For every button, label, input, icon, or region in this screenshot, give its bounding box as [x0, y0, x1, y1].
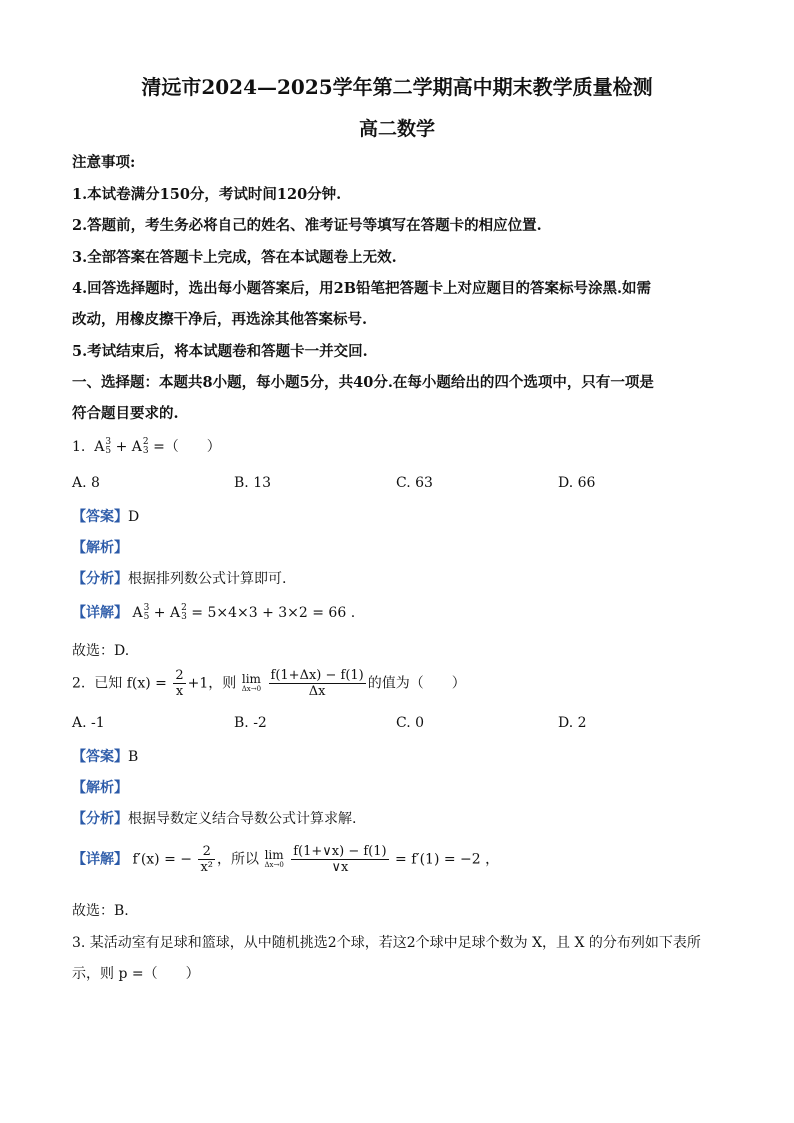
note-4-cont: 改动，用橡皮擦干净后，再选涂其他答案标号.	[72, 311, 368, 328]
section-heading: 一、选择题：本题共8小题，每小题5分，共40分.在每小题给出的四个选项中，只有一项是	[72, 374, 654, 391]
section-heading-cont: 符合题目要求的.	[72, 405, 179, 422]
q1-choice: 故选：D.	[72, 643, 130, 659]
q2-option-a: A. -1	[72, 715, 105, 731]
q1-detail: 【详解】 A 3 5 + A 2 3 = 5×4×3 + 3×2 = 66 .	[72, 603, 356, 622]
question-2: 2. 已知 f(x) = $\frac{2}{x}$ +1，则 lim Δx→0 $\frac{f(1+\Delta x) - f(1)}{\Delta x}$ 的值为（ ）	[72, 668, 466, 699]
note-4: 4.回答选择题时，选出每小题答案后，用2B铅笔把答题卡上对应题目的答案标号涂黑.如需	[72, 280, 652, 297]
note-5: 5.考试结束后，将本试题卷和答题卡一并交回.	[72, 343, 368, 360]
q2-fenxi: 【分析】根据导数定义结合导数公式计算求解.	[72, 811, 357, 827]
perm-symbol: A	[131, 439, 142, 455]
question-3-cont: 示，则 p =（ ）	[72, 966, 200, 982]
q2-answer: 【答案】B	[72, 749, 139, 765]
q1-fenxi: 【分析】根据排列数公式计算即可.	[72, 571, 287, 587]
note-2: 2.答题前，考生务必将自己的姓名、准考证号等填写在答题卡的相应位置.	[72, 217, 542, 234]
note-3: 3.全部答案在答题卡上完成，答在本试题卷上无效.	[72, 249, 397, 266]
q2-option-c: C. 0	[396, 715, 425, 731]
q2-option-d: D. 2	[558, 715, 587, 731]
q2-option-b: B. -2	[234, 715, 267, 731]
question-3: 3. 某活动室有足球和篮球，从中随机挑选2个球，若这2个球中足球个数为 X，且 X 的分布列如下表所	[72, 935, 701, 951]
question-number: 1.	[72, 439, 86, 455]
q2-choice: 故选：B.	[72, 903, 129, 919]
q1-option-a: A. 8	[72, 475, 100, 491]
perm-symbol: A	[94, 439, 105, 455]
q1-analysis-label: 【解析】	[72, 540, 128, 556]
exam-subtitle: 高二数学	[358, 118, 435, 140]
q1-option-b: B. 13	[234, 475, 272, 491]
note-1: 1.本试卷满分150分，考试时间120分钟.	[72, 186, 342, 203]
notes-heading: 注意事项:	[72, 154, 136, 171]
q1-option-c: C. 63	[396, 475, 433, 491]
q2-analysis-label: 【解析】	[72, 780, 128, 796]
q1-answer: 【答案】D	[72, 509, 140, 525]
exam-title: 清远市2024—2025学年第二学期高中期末教学质量检测	[141, 75, 653, 99]
q1-option-d: D. 66	[558, 475, 596, 491]
q2-detail: 【详解】 f′(x) = − $\frac{2}{\text{x²}}$ ，所以 lim Δx→0 $\frac{f(1+\vee x) - f(1)}{\vee x}$ = f′(1) = −2 ，	[72, 844, 500, 875]
question-1: 1. A 3 5 + A 2 3 =（ ）	[72, 437, 221, 456]
